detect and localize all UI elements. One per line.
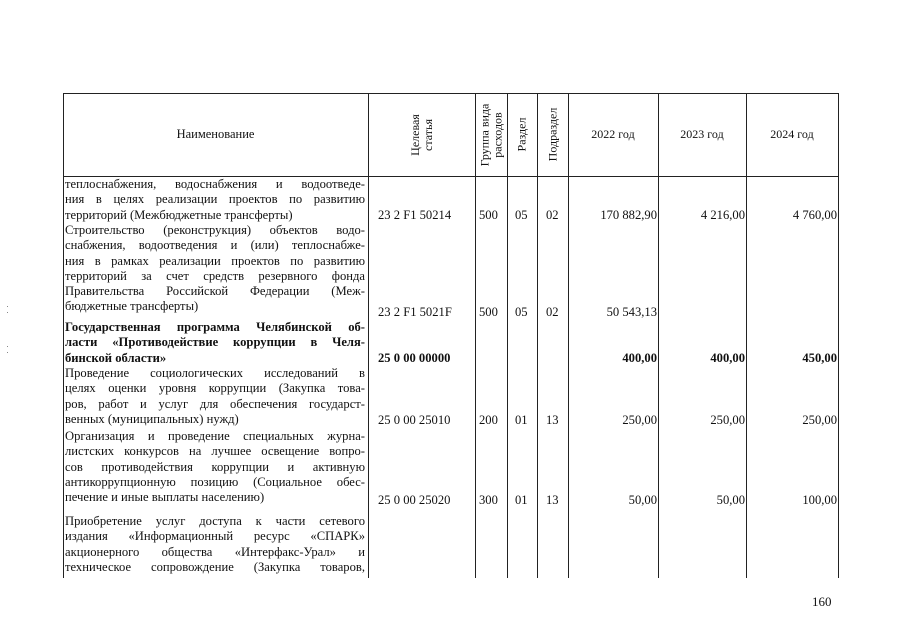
program-2024: 450,00 bbox=[802, 351, 837, 365]
header-target-article: Целевая статья bbox=[407, 113, 435, 156]
row-2023: 50,00 bbox=[716, 493, 745, 507]
row-2022: 50,00 bbox=[628, 493, 657, 507]
row-section: 05 bbox=[515, 305, 528, 319]
row-group: 200 bbox=[479, 413, 498, 427]
row-2024: 4 760,00 bbox=[792, 208, 837, 222]
header-2023: 2023 год bbox=[680, 127, 724, 141]
row-2023: 4 216,00 bbox=[700, 208, 745, 222]
budget-table bbox=[63, 93, 839, 578]
row-2024: 250,00 bbox=[802, 413, 837, 427]
row-section: 01 bbox=[515, 493, 528, 507]
row-group: 500 bbox=[479, 208, 498, 222]
row-subsection: 13 bbox=[546, 413, 559, 427]
header-subsection: Подраздел bbox=[545, 107, 560, 162]
row-name: Проведение социологических исследований в целях оценки уровня коррупции (Закупка това- ров, работ и услуг для обеспечения государст- венных (муниципальных) нужд) bbox=[65, 366, 365, 426]
row-code: 23 2 F1 5021F bbox=[378, 305, 452, 319]
row-code: 25 0 00 25010 bbox=[378, 413, 451, 427]
header-section: Раздел bbox=[514, 117, 529, 152]
row-code: 23 2 F1 50214 bbox=[378, 208, 452, 222]
row-name: Организация и проведение специальных журна- листских конкурсов на лучшее освещение вопро- сов противодействия коррупции и активную антикоррупционную позицию (Социальное обес- печение и иные выплаты населению) bbox=[65, 429, 365, 505]
row-2022: 50 543,13 bbox=[606, 305, 657, 319]
row-section: 01 bbox=[515, 413, 528, 427]
header-expense-group: Группа вида расходов bbox=[477, 103, 504, 166]
row-name: Строительство (реконструкция) объектов водо- снабжения, водоотведения и (или) теплоснабже- ния в рамках реализации проектов по развитию территорий за счет средств резервного фонда Правительства Российской Федерации (Меж- бюджетные трансферты) bbox=[65, 223, 365, 314]
row-subsection: 02 bbox=[546, 305, 559, 319]
row-name: теплоснабжения, водоснабжения и водоотведе- ния в целях реализации проектов по развитию территорий (Межбюджетные трансферты) bbox=[65, 177, 365, 222]
row-code: 25 0 00 25020 bbox=[378, 493, 451, 507]
row-group: 500 bbox=[479, 305, 498, 319]
row-section: 05 bbox=[515, 208, 528, 222]
program-2022: 400,00 bbox=[622, 351, 657, 365]
page-number: 160 bbox=[812, 594, 832, 609]
header-name: Наименование bbox=[176, 127, 255, 141]
row-subsection: 13 bbox=[546, 493, 559, 507]
row-2024: 100,00 bbox=[802, 493, 837, 507]
program-code: 25 0 00 00000 bbox=[378, 351, 451, 365]
row-name: Приобретение услуг доступа к части сетевого издания «Информационный ресурс «СПАРК» акционерного общества «Интерфакс-Урал» и техническое сопровождение (Закупка товаров, bbox=[65, 514, 365, 574]
header-2024: 2024 год bbox=[770, 127, 814, 141]
row-2022: 170 882,90 bbox=[600, 208, 657, 222]
program-2023: 400,00 bbox=[710, 351, 745, 365]
program-name: Государственная программа Челябинской об- ласти «Противодействие коррупции в Челя- бинской области» bbox=[65, 320, 365, 365]
row-subsection: 02 bbox=[546, 208, 559, 222]
row-2022: 250,00 bbox=[622, 413, 657, 427]
header-2022: 2022 год bbox=[591, 127, 635, 141]
row-group: 300 bbox=[479, 493, 498, 507]
row-2023: 250,00 bbox=[710, 413, 745, 427]
